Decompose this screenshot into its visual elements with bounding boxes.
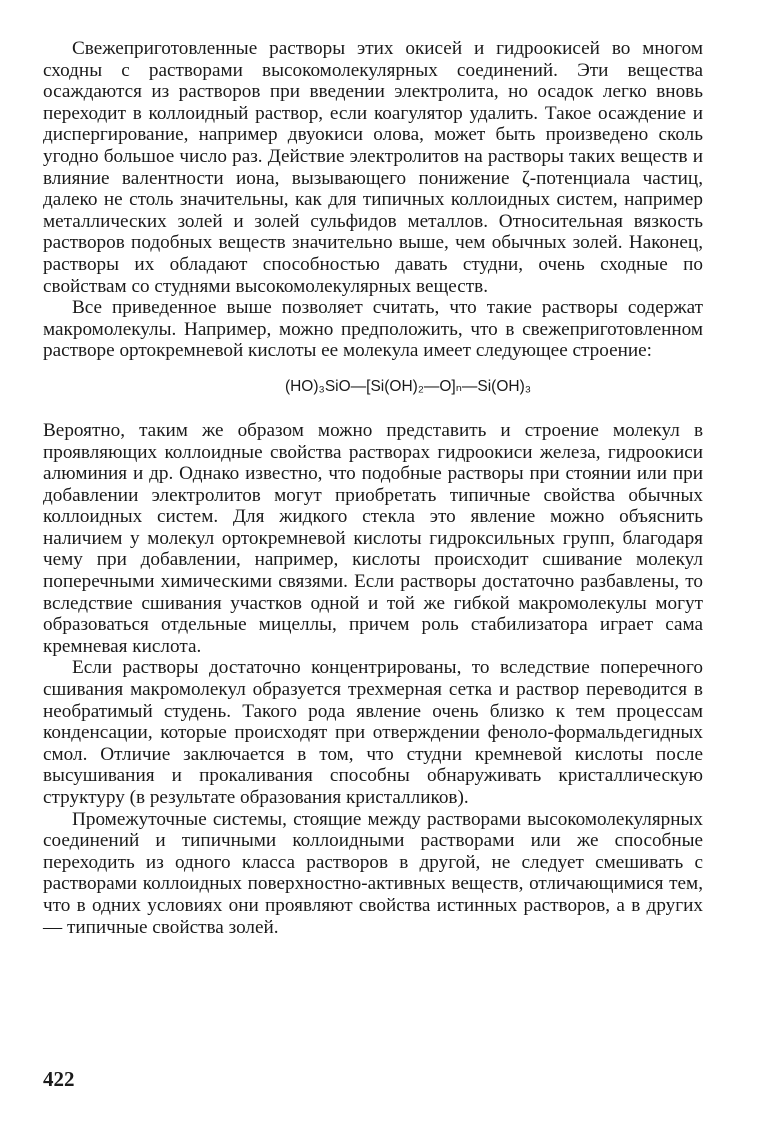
page-number: 422 [43, 1067, 75, 1091]
paragraph-3: Вероятно, таким же образом можно представить и строение молекул в проявляющих коллоидные свойства растворах гидроокиси железа, гидроокиси алюминия и др. Однако известно, что подобные растворы при стоянии или при добавлении электролитов могут приобретать типичные свойства обычных коллоидных систем. Для жидкого стекла это явление можно объяснить наличием у молекул ортокремневой кислоты гидроксильных групп, благодаря чему при добавлении, например, кислоты происходит сшивание молекул поперечными химическими связями. Если растворы достаточно разбавлены, то вследствие сшивания участков одной и той же гибкой макромолекулы могут образоваться отдельные мицеллы, причем роль стабилизатора играет сама кремневая кислота. [43, 419, 703, 657]
paragraph-1: Свежеприготовленные растворы этих окисей и гидроокисей во многом сходны с растворами высокомолекулярных соединений. Эти вещества осаждаются из растворов при введении электролита, но осадок легко вновь переходит в коллоидный раствор, если коагулятор удалить. Такое осаждение и диспергирование, например двуокиси олова, может быть произведено сколь угодно большое число раз. Действие электролитов на растворы таких веществ и влияние валентности иона, вызывающего понижение ζ-потенциала частиц, далеко не столь значительны, как для типичных коллоидных систем, например металлических золей и золей сульфидов металлов. Относительная вязкость растворов подобных веществ значительно выше, чем обычных золей. Наконец, растворы их обладают способностью давать студни, очень сходные по свойствам со студнями высокомолекулярных веществ. [43, 38, 703, 297]
chemical-formula: (HO)₃SiO—[Si(OH)₂—O]ₙ—Si(OH)₃ [284, 377, 532, 395]
paragraph-5: Промежуточные системы, стоящие между растворами высокомолекулярных соединений и типичными коллоидными растворами или же способные переходить из одного класса растворов в другой, не следует смешивать с растворами коллоидных поверхностно-активных веществ, отличающимися тем, что в одних условиях они проявляют свойства истинных растворов, а в других — типичные свойства золей. [43, 808, 703, 938]
paragraph-4: Если растворы достаточно концентрированы, то вследствие поперечного сшивания макромолекул образуется трехмерная сетка и раствор переводится в необратимый студень. Такого рода явление очень близко к тем процессам конденсации, которые происходят при отверждении феноло-формальдегидных смол. Отличие заключается в том, что студни кремневой кислоты после высушивания и прокаливания способны обнаруживать кристаллическую структуру (в результате образования кристалликов). [43, 657, 703, 808]
paragraph-2: Все приведенное выше позволяет считать, что такие растворы содержат макромолекулы. Например, можно предположить, что в свежеприготовленном растворе ортокремневой кислоты ее молекула имеет следующее строение: [43, 297, 703, 362]
page-body [43, 38, 703, 938]
